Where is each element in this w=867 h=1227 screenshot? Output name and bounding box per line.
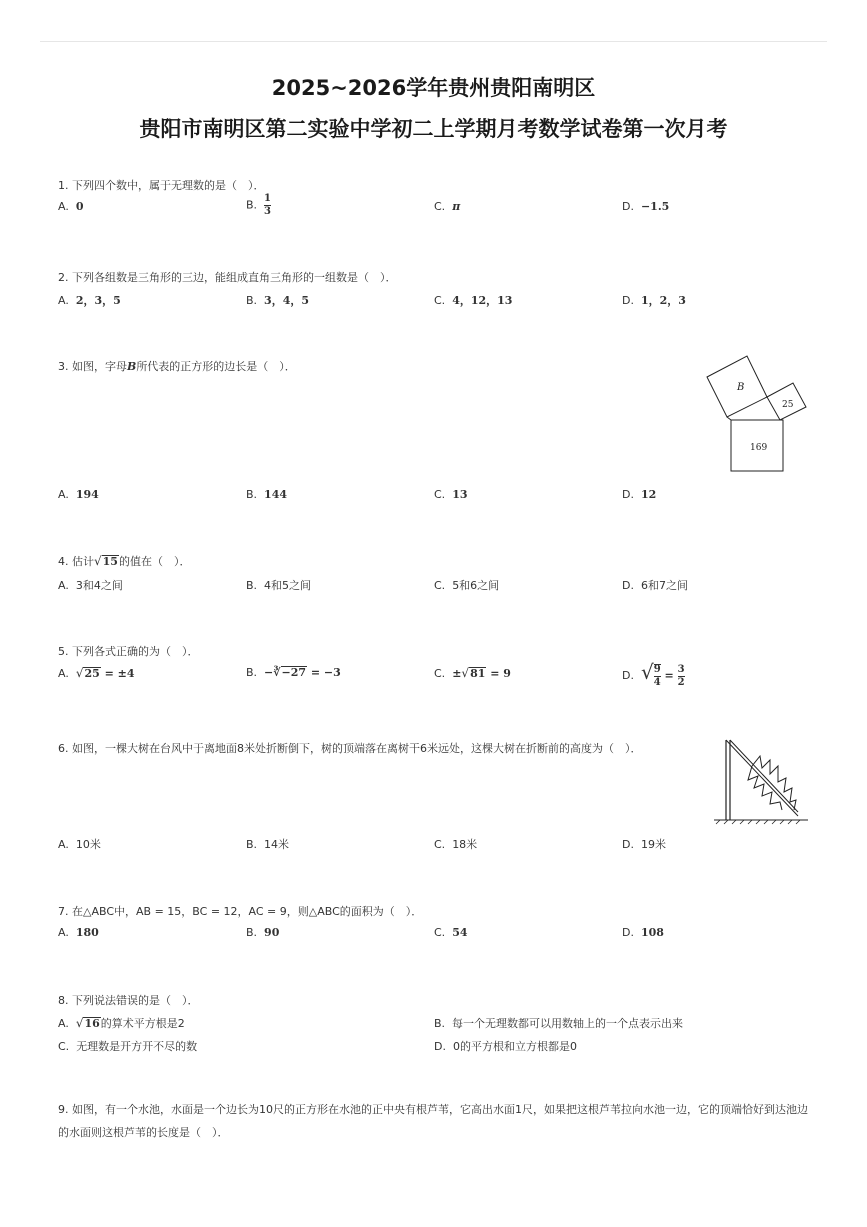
option-letter: B.	[246, 666, 258, 679]
option-letter: C.	[434, 838, 446, 851]
option-value: 0的平方根和立方根都是0	[452, 1040, 577, 1053]
option-letter: C.	[434, 579, 446, 592]
question-5-option-d[interactable]: D. √ $\frac{9}{4}$ = $\frac{3}{2}$	[622, 660, 685, 688]
squares-figure	[700, 350, 812, 475]
question-3-option-c[interactable]	[434, 488, 468, 501]
option-letter: D.	[622, 488, 634, 501]
question-1-option-d[interactable]	[622, 200, 669, 213]
option-letter: C.	[434, 926, 446, 939]
option-letter: D.	[622, 294, 634, 307]
option-letter: A.	[58, 1017, 69, 1030]
option-value: 19米	[640, 838, 666, 851]
question-2-option-d[interactable]	[622, 292, 686, 308]
question-5-option-b[interactable]: B. −∛−27 = −3	[246, 666, 341, 679]
question-4-option-a[interactable]	[58, 577, 123, 593]
question-6-stem: 6. 如图，一棵大树在台风中于离地面8米处折断倒下，树的顶端落在离树干6米远处，这棵大树在折断前的高度为（ ）．	[58, 742, 642, 755]
option-value: 12	[640, 488, 657, 501]
option-letter: C.	[434, 488, 446, 501]
option-value: 4，12，13	[452, 294, 513, 307]
option-letter: B.	[246, 294, 258, 307]
question-5-stem: 5. 下列各式正确的为（ ）．	[58, 645, 199, 658]
question-6-option-a[interactable]	[58, 836, 101, 852]
figure-label-169: 169	[750, 443, 768, 453]
option-value: 0	[75, 200, 84, 213]
figure-label-b: B	[737, 382, 745, 393]
question-9-stem: 9. 如图，有一个水池，水面是一个边长为10尺的正方形在水池的正中央有根芦苇，它高出水面1尺，如果把这根芦苇拉向水池一边，它的顶端恰好到达池边的水面则这根芦苇的长度是（ ）．	[58, 1103, 808, 1139]
option-value: 3，4，5	[264, 294, 310, 307]
question-3-option-b[interactable]	[246, 488, 287, 501]
question-8-option-d[interactable]	[434, 1038, 577, 1054]
question-4-stem: 4. 估计√15的值在（ ）．	[58, 554, 191, 568]
question-4-option-d[interactable]	[622, 577, 688, 593]
option-letter: B.	[246, 488, 258, 501]
option-value: π	[452, 200, 461, 213]
option-letter: A.	[58, 838, 69, 851]
option-value: 54	[452, 926, 468, 939]
question-7-stem: 7. 在△ABC中，AB = 15，BC = 12，AC = 9，则△ABC的面积为（ ）．	[58, 905, 423, 918]
option-value: 2，3，5	[75, 294, 121, 307]
question-6-option-c[interactable]	[434, 836, 477, 852]
question-8-stem: 8. 下列说法错误的是（ ）．	[58, 994, 199, 1007]
option-letter: D.	[434, 1040, 446, 1053]
question-3-stem: 3. 如图，字母B所代表的正方形的边长是（ ）．	[58, 360, 296, 373]
option-letter: D.	[622, 579, 634, 592]
option-letter: B.	[434, 1017, 446, 1030]
question-7-option-a[interactable]	[58, 926, 99, 939]
question-2-stem: 2. 下列各组数是三角形的三边，能组成直角三角形的一组数是（ ）．	[58, 271, 397, 284]
question-4-option-c[interactable]	[434, 577, 499, 593]
question-6-option-d[interactable]	[622, 836, 666, 852]
option-letter: A.	[58, 294, 69, 307]
question-5-option-c[interactable]: C. ±√81 = 9	[434, 666, 511, 680]
question-2-option-c[interactable]	[434, 292, 512, 308]
option-value: 194	[75, 488, 99, 501]
option-value: 3和4之间	[75, 579, 123, 592]
option-value: 14米	[264, 838, 290, 851]
option-letter: A.	[58, 667, 69, 680]
question-1-option-b[interactable]	[246, 194, 271, 217]
page-title: 2025~2026学年贵州贵阳南明区	[271, 76, 596, 100]
option-value: 90	[264, 926, 280, 939]
question-7-option-d[interactable]	[622, 926, 664, 939]
question-7-option-c[interactable]	[434, 926, 468, 939]
option-value: 无理数是开方开不尽的数	[76, 1040, 198, 1053]
option-value: 10米	[75, 838, 101, 851]
question-8-option-c[interactable]	[58, 1038, 197, 1054]
option-letter: C.	[434, 294, 446, 307]
question-8-option-b[interactable]	[434, 1015, 683, 1031]
option-letter: A.	[58, 200, 69, 213]
option-letter: C.	[58, 1040, 70, 1053]
question-4-option-b[interactable]	[246, 577, 311, 593]
top-divider	[40, 41, 827, 42]
option-value: 5和6之间	[452, 579, 500, 592]
option-letter: A.	[58, 488, 69, 501]
question-1-option-a[interactable]	[58, 200, 83, 213]
page-subtitle: 贵阳市南明区第二实验中学初二上学期月考数学试卷第一次月考	[139, 117, 728, 141]
question-8-option-a[interactable]: A. √16的算术平方根是2	[58, 1016, 185, 1030]
option-letter: C.	[434, 667, 446, 680]
option-value: 13	[452, 488, 468, 501]
option-letter: D.	[622, 200, 634, 213]
option-letter: B.	[246, 926, 258, 939]
option-letter: A.	[58, 926, 69, 939]
option-letter: D.	[622, 926, 634, 939]
option-value: 18米	[452, 838, 478, 851]
question-3-option-a[interactable]	[58, 488, 99, 501]
option-letter: D.	[622, 669, 634, 682]
question-1-stem: 1. 下列四个数中，属于无理数的是（ ）．	[58, 179, 265, 192]
question-2-option-a[interactable]	[58, 292, 121, 308]
question-1-option-c[interactable]	[434, 200, 460, 213]
option-letter: A.	[58, 579, 69, 592]
option-letter: D.	[622, 838, 634, 851]
question-2-option-b[interactable]	[246, 292, 309, 308]
option-value: −1.5	[640, 200, 670, 213]
option-letter: C.	[434, 200, 446, 213]
option-letter: B.	[246, 198, 258, 212]
tree-figure	[712, 736, 812, 826]
question-5-option-a[interactable]: A. √25 = ±4	[58, 666, 135, 680]
question-7-option-b[interactable]	[246, 926, 279, 939]
figure-label-25: 25	[782, 400, 794, 410]
option-value: 144	[264, 488, 288, 501]
option-letter: B.	[246, 838, 258, 851]
option-letter: B.	[246, 579, 258, 592]
option-value: 180	[75, 926, 99, 939]
option-value: 每一个无理数都可以用数轴上的一个点表示出来	[452, 1017, 684, 1030]
option-value: 4和5之间	[264, 579, 312, 592]
option-value: 1，2，3	[640, 294, 686, 307]
fraction: $\frac{1}{3}$	[264, 193, 272, 217]
option-value: 6和7之间	[640, 579, 688, 592]
question-6-option-b[interactable]	[246, 836, 289, 852]
question-3-option-d[interactable]	[622, 488, 656, 501]
option-value: 108	[640, 926, 664, 939]
